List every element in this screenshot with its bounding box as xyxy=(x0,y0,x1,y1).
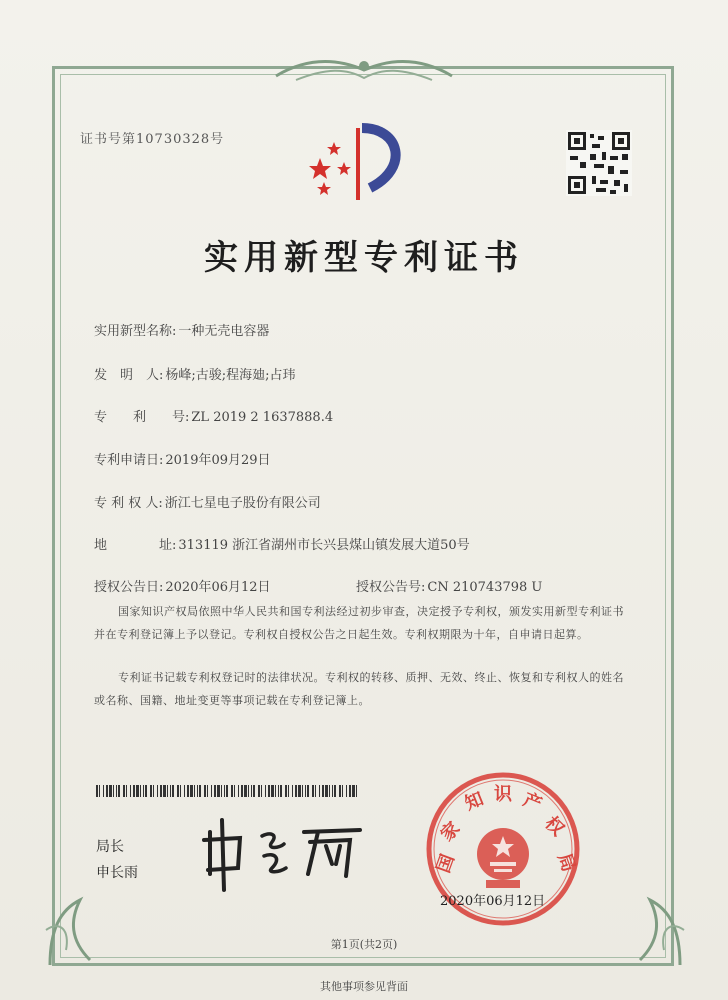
patentee-value: 浙江七星电子股份有限公司 xyxy=(164,496,321,511)
inventor-label: 发 明 人: xyxy=(94,368,164,383)
cnipa-logo xyxy=(300,118,420,208)
patent-number-value: ZL 2019 2 1637888.4 xyxy=(191,410,334,425)
svg-text:产: 产 xyxy=(520,789,545,816)
utility-model-name-label: 实用新型名称: xyxy=(94,324,177,339)
svg-text:权: 权 xyxy=(540,812,569,841)
certificate-body-paragraph-1 xyxy=(94,600,630,646)
grant-number-value: CN 210743798 U xyxy=(427,580,543,595)
patent-number-label: 专 利 号: xyxy=(94,410,190,425)
address-row xyxy=(94,534,470,553)
patentee-row xyxy=(94,492,321,511)
svg-text:识: 识 xyxy=(494,784,512,805)
director-title: 局长 xyxy=(96,839,124,855)
certificate-body-paragraph-2 xyxy=(94,666,630,712)
application-date-row xyxy=(94,449,271,468)
utility-model-name-row xyxy=(94,320,269,339)
svg-text:家: 家 xyxy=(436,817,465,846)
page-number: 第1页(共2页) xyxy=(330,938,398,951)
paragraph-text: 专利证书记载专利权登记时的法律状况。专利权的转移、质押、无效、终止、恢复和专利权人的姓名或名称、国籍、地址变更等事项记载在专利登记簿上。 xyxy=(94,671,624,707)
certificate-number: 证书号第10730328号 xyxy=(80,132,225,147)
qr-code xyxy=(566,130,632,196)
seal-date: 2020年06月12日 xyxy=(440,894,546,909)
grant-number-row xyxy=(356,576,542,595)
svg-text:局: 局 xyxy=(553,850,580,875)
svg-text:知: 知 xyxy=(462,788,487,815)
footer-note: 其他事项参见背面 xyxy=(320,980,408,993)
grant-date-label: 授权公告日: xyxy=(94,580,164,595)
grant-date-value: 2020年06月12日 xyxy=(165,580,271,595)
patentee-label: 专 利 权 人: xyxy=(94,496,163,511)
certificate-title: 实用新型专利证书 xyxy=(204,238,524,278)
director-name: 申长雨 xyxy=(96,865,138,881)
bottom-left-ornament xyxy=(40,870,120,970)
bottom-right-ornament xyxy=(610,870,690,970)
barcode xyxy=(96,782,360,794)
grant-date-row xyxy=(94,576,271,595)
address-value: 313119 浙江省湖州市长兴县煤山镇发展大道50号 xyxy=(178,538,470,553)
utility-model-name-value: 一种无壳电容器 xyxy=(178,324,270,339)
top-ornament xyxy=(266,54,462,84)
address-label: 地 址: xyxy=(94,538,177,553)
application-date-value: 2019年09月29日 xyxy=(165,453,271,468)
patent-number-row xyxy=(94,406,333,425)
inventor-row xyxy=(94,364,296,383)
svg-text:国: 国 xyxy=(432,851,459,876)
paragraph-text: 国家知识产权局依照中华人民共和国专利法经过初步审查，决定授予专利权，颁发实用新型专利证书并在专利登记簿上予以登记。专利权自授权公告之日起生效。专利权期限为十年，自申请日起算。 xyxy=(94,605,624,641)
inventor-value: 杨峰;古骏;程海廸;占玮 xyxy=(165,368,296,383)
director-signature xyxy=(200,812,370,892)
application-date-label: 专利申请日: xyxy=(94,453,164,468)
grant-number-label: 授权公告号: xyxy=(356,580,426,595)
